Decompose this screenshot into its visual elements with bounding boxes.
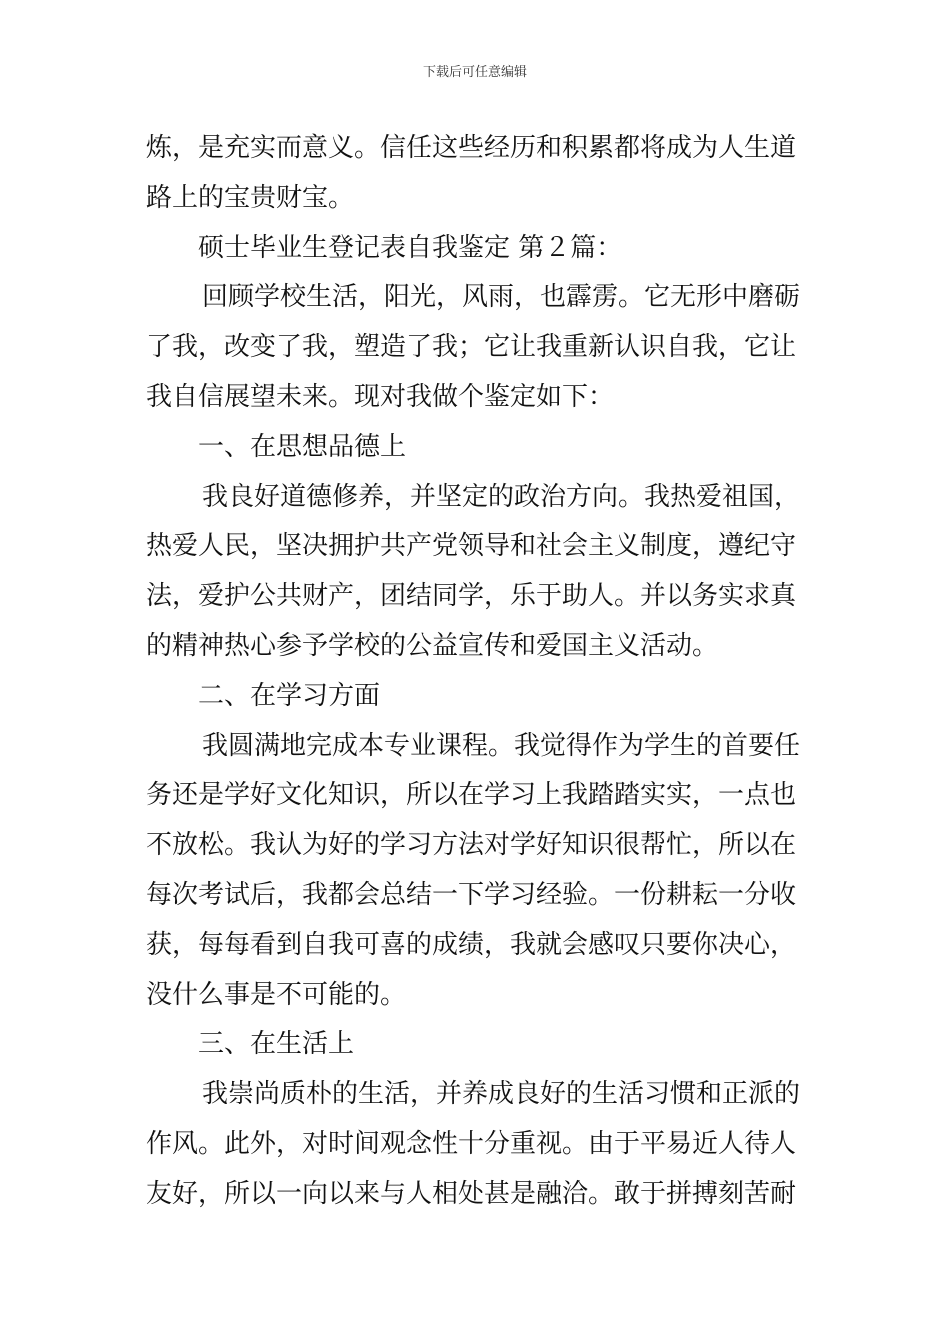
- text-line: 友好，所以一向以来与人相处甚是融洽。敢于拼搏刻苦耐: [146, 1178, 797, 1209]
- text-line: 每次考试后，我都会总结一下学习经验。一份耕耘一分收: [146, 879, 797, 910]
- text-line: 不放松。我认为好的学习方法对学好知识很帮忙，所以在: [146, 830, 797, 861]
- page-header-note: 下载后可任意编辑: [422, 65, 527, 80]
- text-line: 我自信展望未来。现对我做个鉴定如下：: [146, 381, 615, 412]
- text-line: 炼，是充实而意义。信任这些经历和积累都将成为人生道: [146, 133, 797, 163]
- section-title: 硕士毕业生登记表自我鉴定 第２篇：: [198, 232, 623, 263]
- text-line: 没什么事是不可能的。: [146, 979, 407, 1010]
- subsection-heading: 一、在思想品德上: [198, 431, 407, 462]
- text-line: 法，爱护公共财产，团结同学，乐于助人。并以务实求真: [146, 581, 797, 612]
- text-line: 务还是学好文化知识，所以在学习上我踏踏实实，一点也: [146, 780, 797, 811]
- document-body: [146, 124, 806, 1220]
- subsection-heading: 三、在生活上: [198, 1029, 355, 1060]
- text-line: 我崇尚质朴的生活，并养成良好的生活习惯和正派的: [202, 1079, 801, 1110]
- text-line: 路上的宝贵财宝。: [146, 182, 355, 213]
- subsection-heading: 二、在学习方面: [198, 680, 381, 711]
- text-line: 回顾学校生活，阳光，风雨，也霹雳。它无形中磨砺: [202, 282, 801, 313]
- text-line: 热爱人民，坚决拥护共产党领导和社会主义制度，遵纪守: [146, 531, 797, 562]
- text-line: 作风。此外，对时间观念性十分重视。由于平易近人待人: [146, 1128, 797, 1159]
- text-line: 获，每每看到自我可喜的成绩，我就会感叹只要你决心，: [146, 929, 797, 960]
- text-line: 我良好道德修养，并坚定的政治方向。我热爱祖国，: [202, 481, 801, 512]
- text-line: 我圆满地完成本专业课程。我觉得作为学生的首要任: [202, 730, 801, 761]
- text-line: 的精神热心参予学校的公益宣传和爱国主义活动。: [146, 630, 719, 661]
- text-line: 了我，改变了我，塑造了我；它让我重新认识自我，它让: [146, 332, 797, 363]
